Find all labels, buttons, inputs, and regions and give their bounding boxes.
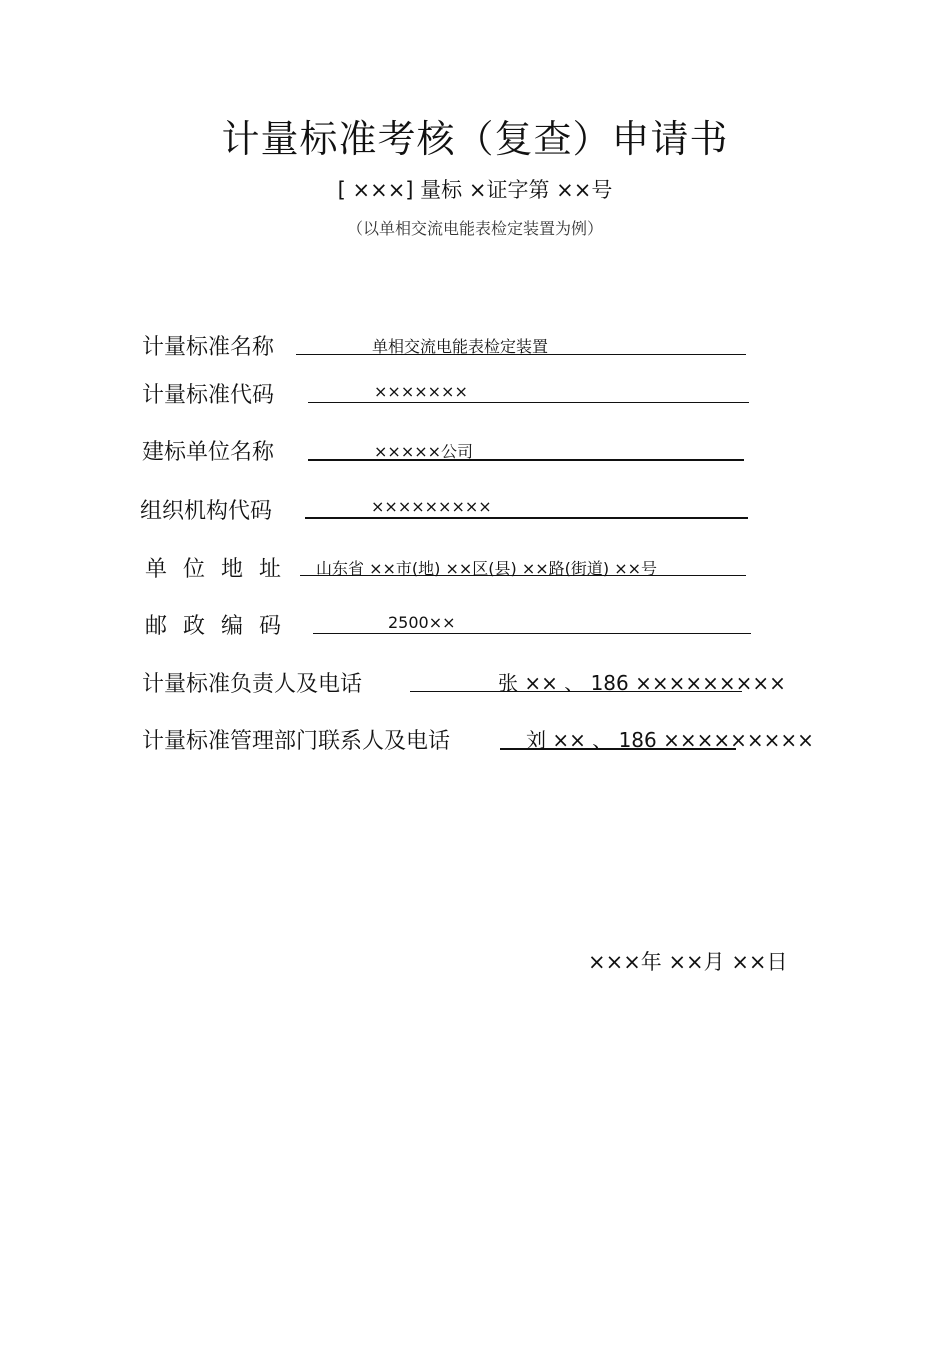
department-contact-label: 计量标准管理部门联系人及电话: [142, 729, 451, 754]
postal-code-underline: [313, 633, 751, 634]
certificate-number: [ ×××] 量标 ×证字第 ××号: [337, 178, 613, 202]
document-title: 计量标准考核（复查）申请书: [221, 117, 729, 161]
standard-name-value: 单相交流电能表检定装置: [372, 337, 549, 356]
organization-name-value: ×××××公司: [374, 442, 474, 461]
organization-name-label: 建标单位名称: [142, 440, 275, 465]
postal-code-value: 2500××: [388, 613, 456, 632]
standard-code-label: 计量标准代码: [142, 383, 275, 408]
standard-name-label: 计量标准名称: [142, 335, 275, 360]
organization-code-underline: [305, 517, 748, 519]
responsible-person-value: 张 ×× 、 186 ×××××××××: [498, 671, 786, 695]
organization-code-value: ×××××××××: [371, 497, 492, 516]
postal-code-label: 邮政编码: [145, 614, 298, 639]
standard-code-underline: [308, 402, 749, 403]
address-value: 山东省 ××市(地) ××区(县) ××路(街道) ××号: [316, 559, 658, 578]
standard-code-value: ×××××××: [374, 382, 468, 401]
responsible-person-label: 计量标准负责人及电话: [142, 672, 363, 697]
organization-code-label: 组织机构代码: [140, 499, 273, 524]
application-date: ×××年 ××月 ××日: [588, 950, 788, 974]
address-label: 单位地址: [145, 557, 298, 582]
example-note: （以单相交流电能表检定装置为例）: [346, 219, 603, 238]
department-contact-value: 刘 ×× 、 186 ×××××××××: [526, 728, 814, 752]
